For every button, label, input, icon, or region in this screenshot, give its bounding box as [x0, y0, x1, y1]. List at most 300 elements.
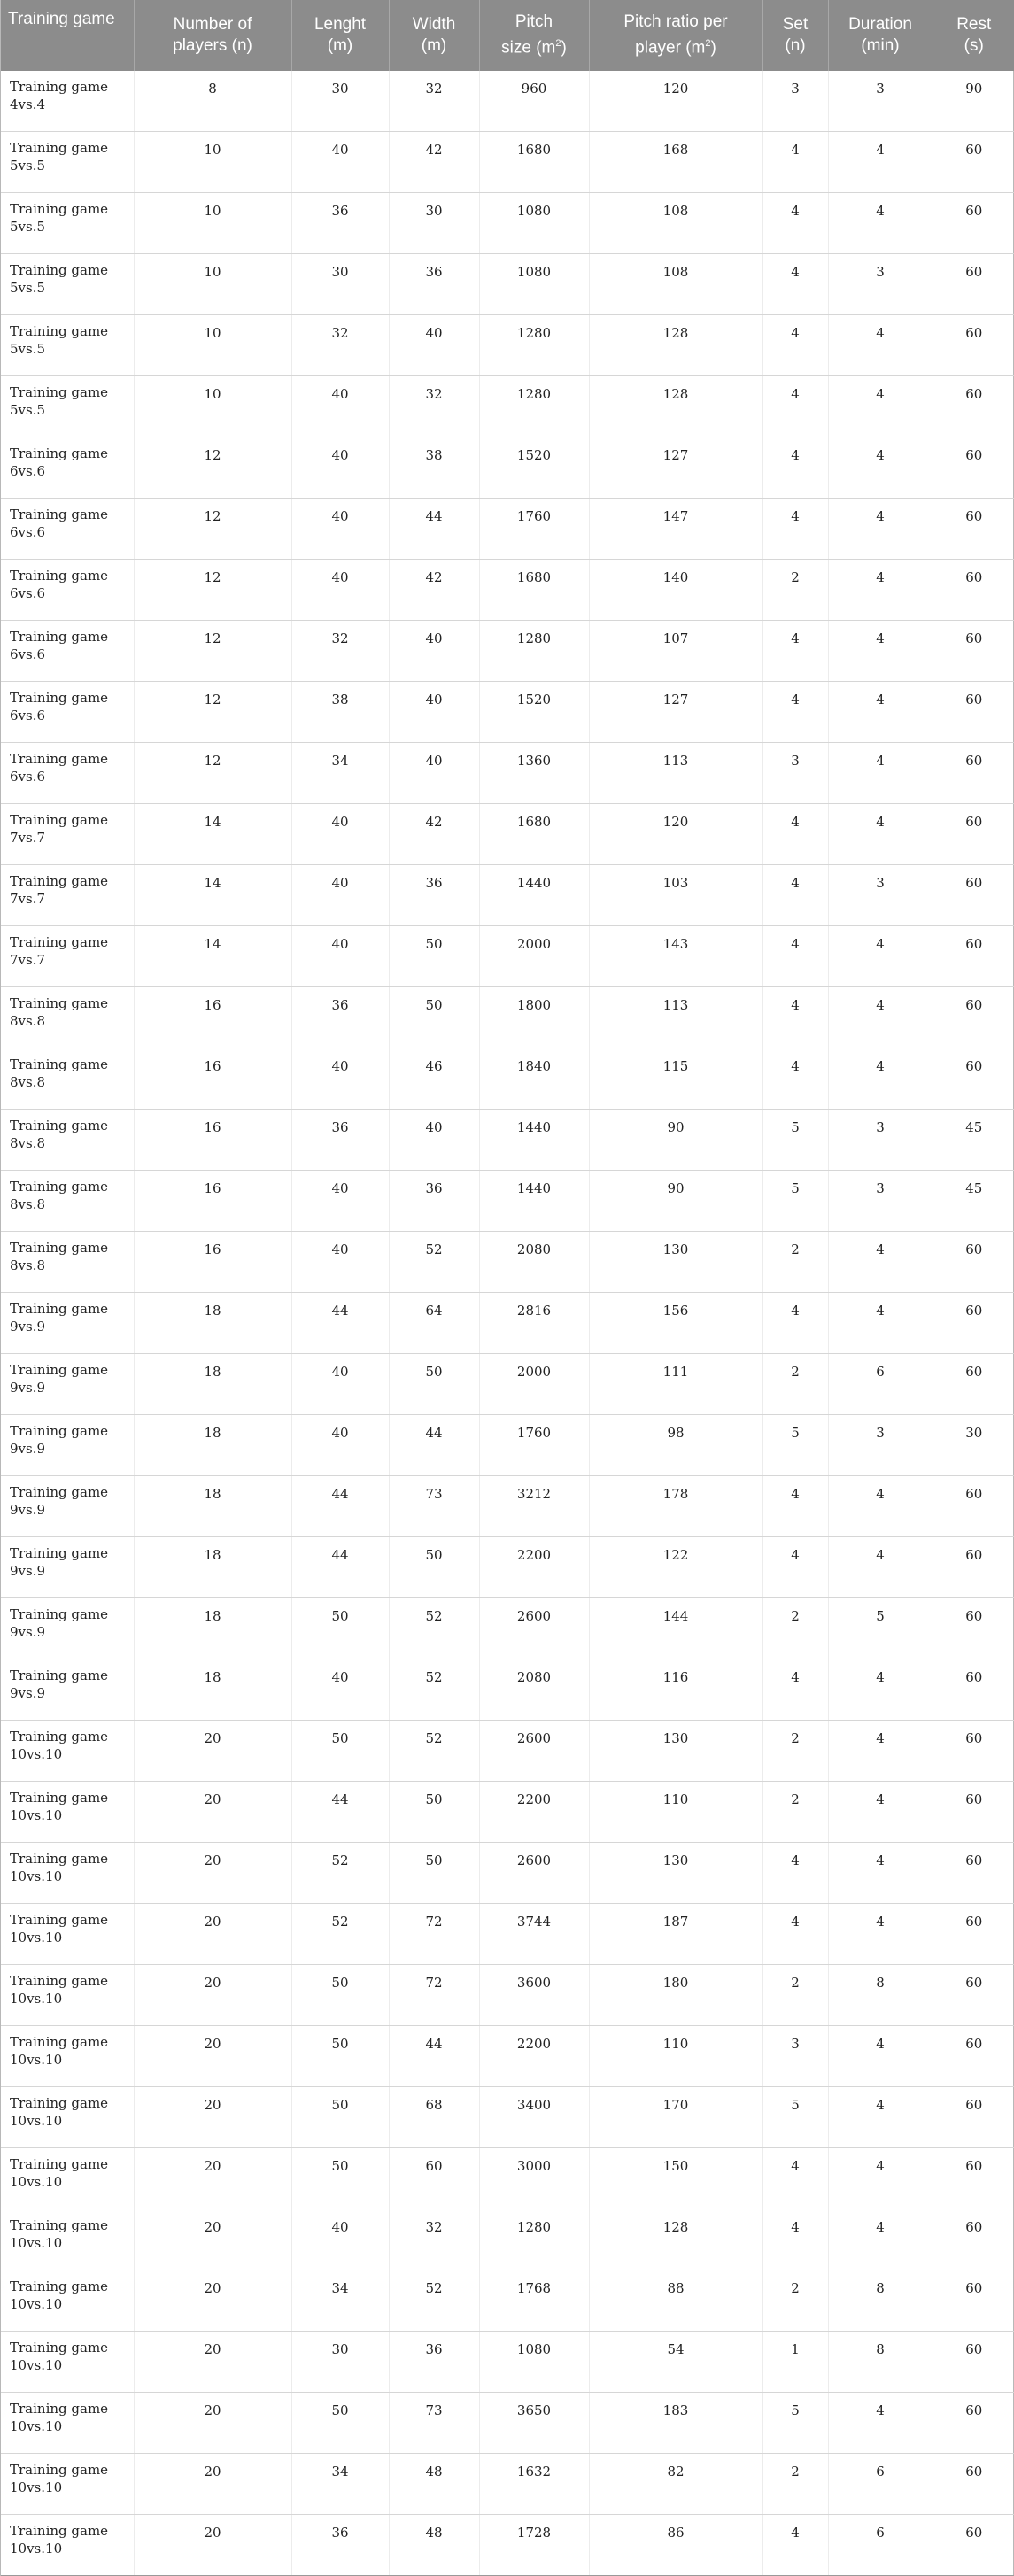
cell-length: 40: [291, 926, 389, 987]
cell-rest: 90: [933, 71, 1014, 132]
cell-number-of-players: 10: [134, 376, 291, 437]
cell-set: 2: [762, 1965, 828, 2026]
cell-pitch-ratio-per-player: 147: [589, 499, 762, 560]
cell-width: 44: [389, 1415, 479, 1476]
cell-rest: 60: [933, 804, 1014, 865]
cell-length: 50: [291, 2087, 389, 2148]
table-row: [1, 621, 1014, 682]
cell-training-game: Training game 5vs.5: [1, 132, 134, 193]
cell-duration: 4: [828, 437, 933, 499]
cell-number-of-players: 10: [134, 254, 291, 315]
cell-width: 42: [389, 560, 479, 621]
cell-rest: 60: [933, 1232, 1014, 1293]
cell-number-of-players: 18: [134, 1354, 291, 1415]
cell-pitch-ratio-per-player: 144: [589, 1598, 762, 1659]
cell-number-of-players: 16: [134, 987, 291, 1048]
cell-pitch-ratio-per-player: 90: [589, 1110, 762, 1171]
cell-training-game: Training game 8vs.8: [1, 987, 134, 1048]
cell-number-of-players: 16: [134, 1048, 291, 1110]
cell-set: 2: [762, 2270, 828, 2332]
table-header: [1, 0, 1014, 71]
cell-training-game: Training game 5vs.5: [1, 315, 134, 376]
table-row: [1, 1782, 1014, 1843]
cell-duration: 3: [828, 71, 933, 132]
cell-pitch-ratio-per-player: 111: [589, 1354, 762, 1415]
cell-pitch-size: 1280: [479, 315, 589, 376]
cell-set: 2: [762, 2454, 828, 2515]
cell-set: 4: [762, 254, 828, 315]
cell-training-game: Training game 8vs.8: [1, 1048, 134, 1110]
cell-pitch-size: 2600: [479, 1721, 589, 1782]
cell-pitch-ratio-per-player: 113: [589, 743, 762, 804]
cell-pitch-ratio-per-player: 156: [589, 1293, 762, 1354]
cell-set: 5: [762, 2393, 828, 2454]
cell-duration: 4: [828, 2087, 933, 2148]
cell-training-game: Training game 9vs.9: [1, 1354, 134, 1415]
cell-width: 52: [389, 1721, 479, 1782]
cell-set: 5: [762, 2087, 828, 2148]
table-row: [1, 254, 1014, 315]
cell-number-of-players: 14: [134, 865, 291, 926]
cell-width: 50: [389, 1782, 479, 1843]
cell-length: 44: [291, 1476, 389, 1537]
cell-number-of-players: 10: [134, 132, 291, 193]
cell-set: 4: [762, 2148, 828, 2209]
cell-duration: 3: [828, 1415, 933, 1476]
table-row: [1, 1843, 1014, 1904]
cell-pitch-ratio-per-player: 86: [589, 2515, 762, 2576]
cell-pitch-size: 3212: [479, 1476, 589, 1537]
cell-set: 4: [762, 804, 828, 865]
cell-duration: 3: [828, 1171, 933, 1232]
cell-length: 40: [291, 376, 389, 437]
table-body: [1, 71, 1014, 2576]
cell-length: 40: [291, 865, 389, 926]
cell-pitch-size: 1680: [479, 560, 589, 621]
cell-rest: 60: [933, 1904, 1014, 1965]
cell-pitch-size: 2816: [479, 1293, 589, 1354]
cell-width: 32: [389, 2209, 479, 2270]
cell-training-game: Training game 10vs.10: [1, 2148, 134, 2209]
cell-rest: 60: [933, 2332, 1014, 2393]
cell-width: 40: [389, 682, 479, 743]
cell-pitch-size: 2000: [479, 926, 589, 987]
cell-training-game: Training game 6vs.6: [1, 682, 134, 743]
cell-duration: 4: [828, 499, 933, 560]
cell-length: 36: [291, 2515, 389, 2576]
column-header-width: Width (m): [389, 0, 479, 71]
cell-set: 4: [762, 682, 828, 743]
cell-width: 73: [389, 1476, 479, 1537]
cell-duration: 4: [828, 560, 933, 621]
cell-pitch-ratio-per-player: 120: [589, 71, 762, 132]
cell-rest: 60: [933, 376, 1014, 437]
cell-length: 36: [291, 1110, 389, 1171]
cell-training-game: Training game 10vs.10: [1, 1904, 134, 1965]
column-header-training-game: Training game: [1, 0, 134, 71]
cell-number-of-players: 12: [134, 682, 291, 743]
cell-length: 38: [291, 682, 389, 743]
cell-duration: 4: [828, 1232, 933, 1293]
cell-duration: 4: [828, 193, 933, 254]
cell-pitch-size: 1080: [479, 254, 589, 315]
cell-pitch-ratio-per-player: 128: [589, 315, 762, 376]
cell-set: 2: [762, 1354, 828, 1415]
cell-pitch-size: 1680: [479, 804, 589, 865]
cell-training-game: Training game 6vs.6: [1, 621, 134, 682]
cell-pitch-size: 2200: [479, 1782, 589, 1843]
cell-length: 52: [291, 1904, 389, 1965]
column-header-pitch-size: Pitch size $(m^2)$: [479, 0, 589, 71]
cell-duration: 3: [828, 865, 933, 926]
cell-pitch-ratio-per-player: 128: [589, 2209, 762, 2270]
cell-pitch-ratio-per-player: 116: [589, 1659, 762, 1721]
cell-length: 44: [291, 1782, 389, 1843]
cell-rest: 60: [933, 1354, 1014, 1415]
table-row: [1, 71, 1014, 132]
cell-rest: 60: [933, 2026, 1014, 2087]
cell-width: 48: [389, 2454, 479, 2515]
cell-training-game: Training game 10vs.10: [1, 2209, 134, 2270]
cell-length: 40: [291, 1354, 389, 1415]
cell-width: 44: [389, 499, 479, 560]
cell-duration: 4: [828, 132, 933, 193]
cell-length: 44: [291, 1537, 389, 1598]
table-row: [1, 2393, 1014, 2454]
cell-pitch-ratio-per-player: 103: [589, 865, 762, 926]
cell-duration: 4: [828, 1659, 933, 1721]
cell-duration: 4: [828, 1476, 933, 1537]
cell-rest: 45: [933, 1171, 1014, 1232]
cell-rest: 60: [933, 1965, 1014, 2026]
cell-number-of-players: 20: [134, 2148, 291, 2209]
cell-width: 36: [389, 2332, 479, 2393]
cell-set: 4: [762, 1048, 828, 1110]
cell-pitch-ratio-per-player: 88: [589, 2270, 762, 2332]
cell-duration: 4: [828, 1904, 933, 1965]
cell-training-game: Training game 6vs.6: [1, 437, 134, 499]
cell-set: 3: [762, 2026, 828, 2087]
cell-width: 73: [389, 2393, 479, 2454]
cell-number-of-players: 16: [134, 1232, 291, 1293]
cell-duration: 6: [828, 2515, 933, 2576]
cell-pitch-size: 1768: [479, 2270, 589, 2332]
training-games-table: [1, 0, 1014, 2576]
cell-width: 50: [389, 987, 479, 1048]
table-row: [1, 1721, 1014, 1782]
cell-number-of-players: 20: [134, 2087, 291, 2148]
table-row: [1, 1354, 1014, 1415]
cell-rest: 60: [933, 987, 1014, 1048]
cell-pitch-ratio-per-player: 108: [589, 254, 762, 315]
cell-duration: 4: [828, 743, 933, 804]
cell-duration: 4: [828, 2026, 933, 2087]
cell-width: 50: [389, 1537, 479, 1598]
cell-number-of-players: 20: [134, 1721, 291, 1782]
table-row: [1, 193, 1014, 254]
cell-duration: 4: [828, 682, 933, 743]
cell-pitch-size: 1440: [479, 1110, 589, 1171]
cell-training-game: Training game 10vs.10: [1, 2332, 134, 2393]
cell-pitch-ratio-per-player: 90: [589, 1171, 762, 1232]
header-row: [1, 0, 1014, 71]
cell-length: 50: [291, 2393, 389, 2454]
cell-duration: 8: [828, 2332, 933, 2393]
table-row: [1, 1965, 1014, 2026]
cell-set: 1: [762, 2332, 828, 2393]
cell-pitch-ratio-per-player: 130: [589, 1721, 762, 1782]
cell-set: 2: [762, 1232, 828, 1293]
cell-training-game: Training game 10vs.10: [1, 2026, 134, 2087]
cell-width: 38: [389, 437, 479, 499]
cell-pitch-ratio-per-player: 143: [589, 926, 762, 987]
cell-number-of-players: 8: [134, 71, 291, 132]
cell-width: 42: [389, 804, 479, 865]
cell-width: 52: [389, 1598, 479, 1659]
cell-pitch-size: 1360: [479, 743, 589, 804]
cell-length: 36: [291, 193, 389, 254]
cell-width: 42: [389, 132, 479, 193]
cell-duration: 4: [828, 804, 933, 865]
cell-rest: 60: [933, 1598, 1014, 1659]
cell-number-of-players: 14: [134, 804, 291, 865]
cell-length: 50: [291, 1965, 389, 2026]
cell-set: 4: [762, 376, 828, 437]
cell-pitch-ratio-per-player: 127: [589, 437, 762, 499]
cell-pitch-ratio-per-player: 170: [589, 2087, 762, 2148]
cell-training-game: Training game 4vs.4: [1, 71, 134, 132]
table-row: [1, 376, 1014, 437]
cell-number-of-players: 20: [134, 2026, 291, 2087]
cell-width: 68: [389, 2087, 479, 2148]
cell-training-game: Training game 10vs.10: [1, 2087, 134, 2148]
cell-number-of-players: 12: [134, 437, 291, 499]
cell-set: 4: [762, 193, 828, 254]
cell-length: 34: [291, 743, 389, 804]
cell-duration: 6: [828, 2454, 933, 2515]
cell-set: 4: [762, 987, 828, 1048]
cell-number-of-players: 20: [134, 2209, 291, 2270]
cell-pitch-ratio-per-player: 130: [589, 1843, 762, 1904]
cell-pitch-size: 3600: [479, 1965, 589, 2026]
cell-training-game: Training game 8vs.8: [1, 1171, 134, 1232]
cell-training-game: Training game 10vs.10: [1, 1843, 134, 1904]
cell-duration: 4: [828, 926, 933, 987]
cell-training-game: Training game 10vs.10: [1, 1721, 134, 1782]
cell-length: 40: [291, 1232, 389, 1293]
cell-duration: 4: [828, 2393, 933, 2454]
cell-duration: 4: [828, 376, 933, 437]
table-row: [1, 2087, 1014, 2148]
cell-pitch-size: 1840: [479, 1048, 589, 1110]
table-row: [1, 1293, 1014, 1354]
table-row: [1, 560, 1014, 621]
cell-set: 2: [762, 1598, 828, 1659]
cell-width: 60: [389, 2148, 479, 2209]
cell-training-game: Training game 9vs.9: [1, 1659, 134, 1721]
cell-length: 36: [291, 987, 389, 1048]
cell-training-game: Training game 5vs.5: [1, 376, 134, 437]
table-row: [1, 926, 1014, 987]
cell-set: 5: [762, 1110, 828, 1171]
table-row: [1, 1110, 1014, 1171]
cell-length: 34: [291, 2270, 389, 2332]
cell-training-game: Training game 8vs.8: [1, 1232, 134, 1293]
cell-rest: 60: [933, 926, 1014, 987]
table-row: [1, 1171, 1014, 1232]
table-row: [1, 2332, 1014, 2393]
cell-pitch-size: 1280: [479, 2209, 589, 2270]
cell-set: 5: [762, 1415, 828, 1476]
cell-rest: 60: [933, 1659, 1014, 1721]
table-row: [1, 2270, 1014, 2332]
cell-length: 30: [291, 2332, 389, 2393]
cell-set: 4: [762, 1659, 828, 1721]
cell-length: 50: [291, 2148, 389, 2209]
cell-pitch-size: 2200: [479, 1537, 589, 1598]
column-header-number-of-players: Number of players (n): [134, 0, 291, 71]
cell-pitch-ratio-per-player: 168: [589, 132, 762, 193]
cell-rest: 60: [933, 2087, 1014, 2148]
cell-rest: 60: [933, 437, 1014, 499]
cell-pitch-ratio-per-player: 183: [589, 2393, 762, 2454]
cell-pitch-size: 1520: [479, 682, 589, 743]
cell-number-of-players: 12: [134, 621, 291, 682]
column-header-duration: Duration (min): [828, 0, 933, 71]
cell-set: 4: [762, 2515, 828, 2576]
cell-training-game: Training game 9vs.9: [1, 1598, 134, 1659]
cell-rest: 60: [933, 2270, 1014, 2332]
cell-duration: 4: [828, 1721, 933, 1782]
cell-training-game: Training game 5vs.5: [1, 254, 134, 315]
cell-pitch-ratio-per-player: 120: [589, 804, 762, 865]
table-row: [1, 1048, 1014, 1110]
cell-rest: 60: [933, 1476, 1014, 1537]
cell-length: 50: [291, 1598, 389, 1659]
cell-training-game: Training game 7vs.7: [1, 804, 134, 865]
table-row: [1, 865, 1014, 926]
cell-pitch-ratio-per-player: 140: [589, 560, 762, 621]
cell-width: 52: [389, 2270, 479, 2332]
cell-rest: 60: [933, 1721, 1014, 1782]
cell-pitch-size: 3650: [479, 2393, 589, 2454]
cell-width: 52: [389, 1232, 479, 1293]
cell-width: 44: [389, 2026, 479, 2087]
cell-duration: 4: [828, 621, 933, 682]
cell-width: 50: [389, 926, 479, 987]
table-row: [1, 2209, 1014, 2270]
cell-pitch-size: 2600: [479, 1843, 589, 1904]
cell-number-of-players: 12: [134, 499, 291, 560]
cell-rest: 60: [933, 1843, 1014, 1904]
cell-pitch-size: 2080: [479, 1659, 589, 1721]
cell-duration: 3: [828, 254, 933, 315]
cell-rest: 60: [933, 1048, 1014, 1110]
table-row: [1, 682, 1014, 743]
cell-training-game: Training game 10vs.10: [1, 2393, 134, 2454]
cell-duration: 6: [828, 1354, 933, 1415]
cell-pitch-ratio-per-player: 122: [589, 1537, 762, 1598]
cell-number-of-players: 12: [134, 743, 291, 804]
cell-training-game: Training game 5vs.5: [1, 193, 134, 254]
cell-length: 40: [291, 2209, 389, 2270]
cell-training-game: Training game 10vs.10: [1, 2270, 134, 2332]
cell-pitch-size: 1680: [479, 132, 589, 193]
cell-width: 32: [389, 71, 479, 132]
cell-rest: 30: [933, 1415, 1014, 1476]
cell-pitch-size: 1760: [479, 1415, 589, 1476]
cell-number-of-players: 20: [134, 1843, 291, 1904]
cell-number-of-players: 14: [134, 926, 291, 987]
cell-training-game: Training game 9vs.9: [1, 1537, 134, 1598]
cell-set: 3: [762, 71, 828, 132]
table-row: [1, 1537, 1014, 1598]
table-row: [1, 132, 1014, 193]
cell-rest: 60: [933, 682, 1014, 743]
cell-rest: 60: [933, 621, 1014, 682]
cell-set: 2: [762, 1721, 828, 1782]
cell-set: 3: [762, 743, 828, 804]
cell-pitch-ratio-per-player: 113: [589, 987, 762, 1048]
cell-duration: 8: [828, 2270, 933, 2332]
cell-width: 50: [389, 1843, 479, 1904]
cell-number-of-players: 20: [134, 2270, 291, 2332]
cell-length: 50: [291, 1721, 389, 1782]
cell-pitch-ratio-per-player: 110: [589, 2026, 762, 2087]
cell-number-of-players: 18: [134, 1415, 291, 1476]
cell-set: 5: [762, 1171, 828, 1232]
cell-width: 36: [389, 865, 479, 926]
cell-duration: 3: [828, 1110, 933, 1171]
cell-training-game: Training game 9vs.9: [1, 1476, 134, 1537]
cell-width: 72: [389, 1965, 479, 2026]
cell-pitch-ratio-per-player: 128: [589, 376, 762, 437]
cell-training-game: Training game 6vs.6: [1, 743, 134, 804]
cell-training-game: Training game 10vs.10: [1, 1965, 134, 2026]
cell-pitch-ratio-per-player: 178: [589, 1476, 762, 1537]
cell-width: 40: [389, 621, 479, 682]
cell-pitch-ratio-per-player: 108: [589, 193, 762, 254]
cell-width: 40: [389, 743, 479, 804]
cell-width: 30: [389, 193, 479, 254]
cell-training-game: Training game 10vs.10: [1, 1782, 134, 1843]
cell-pitch-size: 2600: [479, 1598, 589, 1659]
cell-duration: 4: [828, 2148, 933, 2209]
cell-rest: 60: [933, 2209, 1014, 2270]
cell-rest: 60: [933, 1293, 1014, 1354]
cell-rest: 60: [933, 315, 1014, 376]
cell-pitch-ratio-per-player: 115: [589, 1048, 762, 1110]
cell-pitch-size: 1440: [479, 1171, 589, 1232]
cell-duration: 4: [828, 1293, 933, 1354]
cell-pitch-size: 1080: [479, 2332, 589, 2393]
table-row: [1, 1659, 1014, 1721]
cell-length: 40: [291, 1048, 389, 1110]
cell-set: 4: [762, 1843, 828, 1904]
cell-rest: 60: [933, 499, 1014, 560]
table-row: [1, 2454, 1014, 2515]
cell-rest: 60: [933, 2515, 1014, 2576]
column-header-length: Lenght (m): [291, 0, 389, 71]
cell-pitch-ratio-per-player: 130: [589, 1232, 762, 1293]
cell-width: 52: [389, 1659, 479, 1721]
cell-rest: 60: [933, 865, 1014, 926]
cell-training-game: Training game 9vs.9: [1, 1293, 134, 1354]
cell-number-of-players: 18: [134, 1476, 291, 1537]
cell-pitch-size: 960: [479, 71, 589, 132]
cell-set: 4: [762, 315, 828, 376]
cell-pitch-size: 1080: [479, 193, 589, 254]
